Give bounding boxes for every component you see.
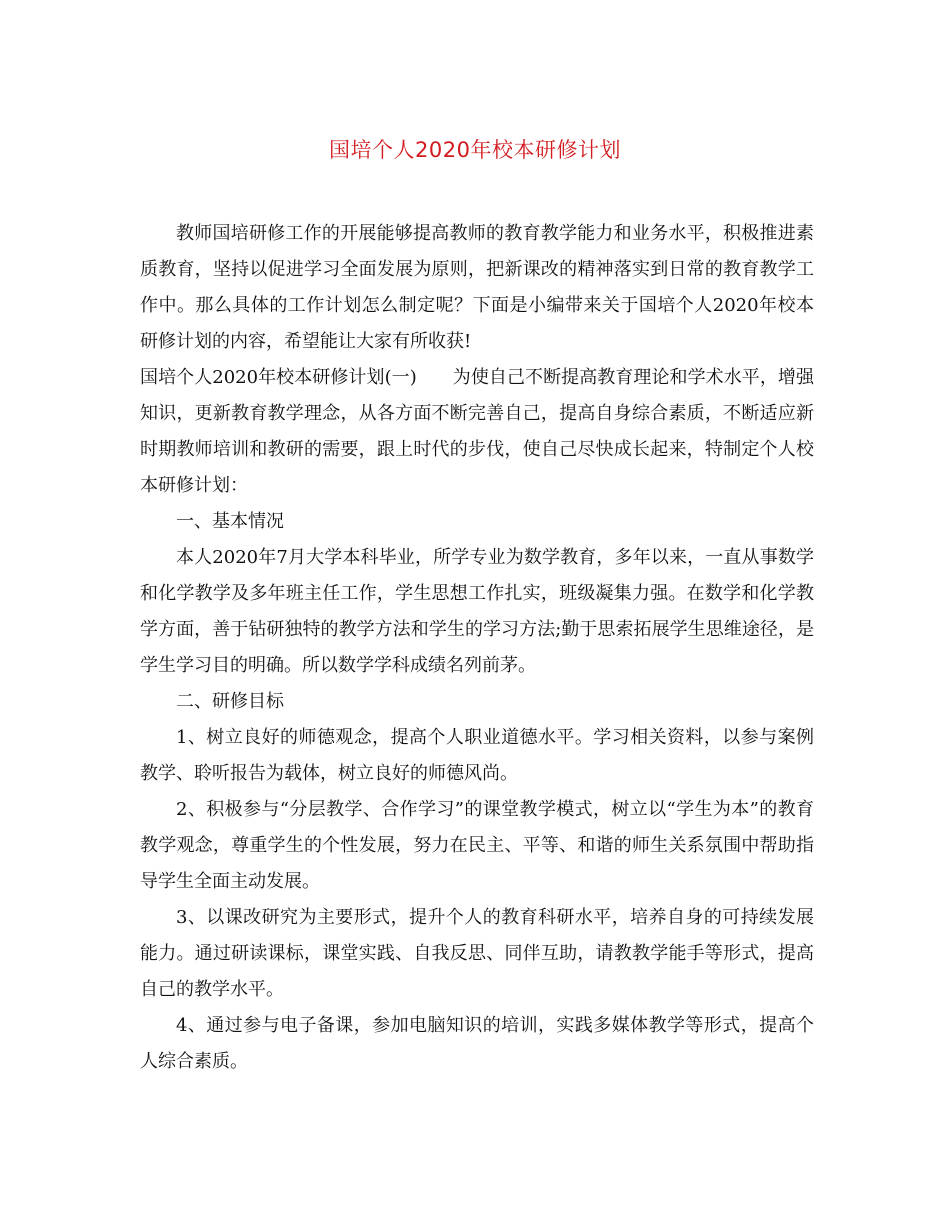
section-heading-goals: 二、研修目标 [176, 691, 284, 712]
plan-heading: 国培个人2020年校本研修计划(一) [140, 367, 417, 388]
goal-item: 1、树立良好的师德观念，提高个人职业道德水平。学习相关资料，以参与案例教学、聆听报告为载体，树立良好的师德风尚。 [140, 727, 814, 784]
document-title: 国培个人2020年校本研修计划 [329, 138, 621, 162]
plan-intro: 为使自己不断提高教育理论和学术水平，增强知识，更新教育教学理念，从各方面不断完善自己，提高自身综合素质，不断适应新时期教师培训和教研的需要，跟上时代的步伐，使自己尽快成长起来，特制定个人校本研修计划： [140, 367, 814, 496]
section-heading-basic-info: 一、基本情况 [176, 511, 284, 532]
basic-info-paragraph: 本人2020年7月大学本科毕业，所学专业为数学教育，多年以来，一直从事数学和化学教学及多年班主任工作，学生思想工作扎实，班级凝集力强。在数学和化学教学方面，善于钻研独特的教学方法和学生的学习方法;勤于思索拓展学生思维途径，是学生学习目的明确。所以数学学科成绩名列前茅。 [140, 547, 814, 676]
goal-item: 4、通过参与电子备课，参加电脑知识的培训，实践多媒体教学等形式，提高个人综合素质。 [140, 1015, 814, 1072]
goal-item: 2、积极参与“分层教学、合作学习”的课堂教学模式，树立以“学生为本”的教育教学观念，尊重学生的个性发展，努力在民主、平等、和谐的师生关系氛围中帮助指导学生全面主动发展。 [140, 799, 814, 892]
plan-paragraph [140, 360, 814, 504]
intro-paragraph: 教师国培研修工作的开展能够提高教师的教育教学能力和业务水平，积极推进素质教育，坚持以促进学习全面发展为原则，把新课改的精神落实到日常的教育教学工作中。那么具体的工作计划怎么制定呢？下面是小编带来关于国培个人2020年校本研修计划的内容，希望能让大家有所收获! [140, 223, 814, 352]
document-body [140, 216, 814, 1080]
goal-item: 3、以课改研究为主要形式，提升个人的教育科研水平，培养自身的可持续发展能力。通过研读课标，课堂实践、自我反思、同伴互助，请教教学能手等形式，提高自己的教学水平。 [140, 907, 814, 1000]
